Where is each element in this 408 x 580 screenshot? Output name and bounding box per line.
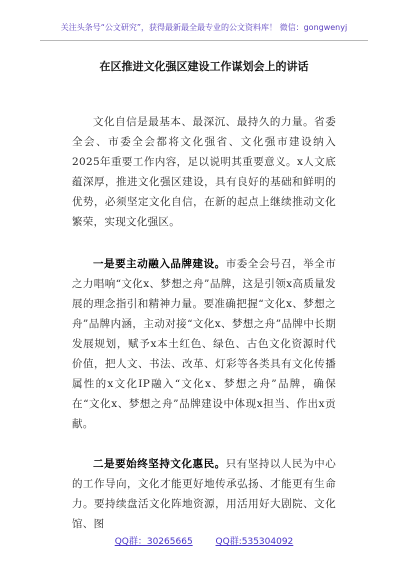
document-body: [72, 112, 336, 558]
header-divider: [40, 40, 368, 41]
header-notice: 关注头条号“公文研究”，获得最新最全最专业的公文资料库！ 微信：gongwenyj: [60, 23, 348, 32]
paragraph-intro: [72, 112, 336, 232]
footer-qq-group-2: QQ群:535304092: [215, 537, 294, 547]
paragraph-brand-building: [72, 254, 336, 434]
paragraph-brand-building-lead: 一是要主动融入品牌建设。: [93, 258, 226, 270]
footer-qq-groups: [0, 534, 408, 547]
paragraph-culture-benefit-lead: 二是要始终坚持文化惠民。: [93, 458, 226, 470]
paragraph-culture-benefit: [72, 454, 336, 534]
paragraph-brand-building-text: 市委全会号召，举全市之力唱响“文化x、梦想之舟”品牌，这是引领x高质量发展的理念指引和精神力量。要准确把握“文化x、梦想之舟”品牌内涵，主动对接“文化x、梦想之舟”品牌中长期发展规划，赋予x本土红色、绿色、古色文化资源时代价值，把人文、书法、改革、灯彩等各类具有文化传播属性的x文化IP融入“文化x、梦想之舟”品牌，确保在“文化x、梦想之舟”品牌建设中体现x担当、作出x贡献。: [72, 258, 336, 430]
paragraph-intro-text: 文化自信是最基本、最深沉、最持久的力量。省委全会、市委全会都将文化强省、文化强市建设纳入2025年重要工作内容，足以说明其重要意义。x人文底蕴深厚，推进文化强区建设，具有良好的基础和鲜明的优势，必须坚定文化自信，在新的起点上继续推动文化繁荣，实现文化强区。: [72, 116, 336, 228]
paragraph-culture-benefit-text: 只有坚持以人民为中心的工作导向，文化才能更好地传承弘扬、才能更有生命力。要持续盘活文化阵地资源，用活用好大剧院、文化馆、图: [72, 458, 336, 530]
document-title: 在区推进文化强区建设工作谋划会上的讲话: [99, 60, 309, 73]
footer-qq-group-1: QQ群：30265665: [114, 537, 193, 547]
